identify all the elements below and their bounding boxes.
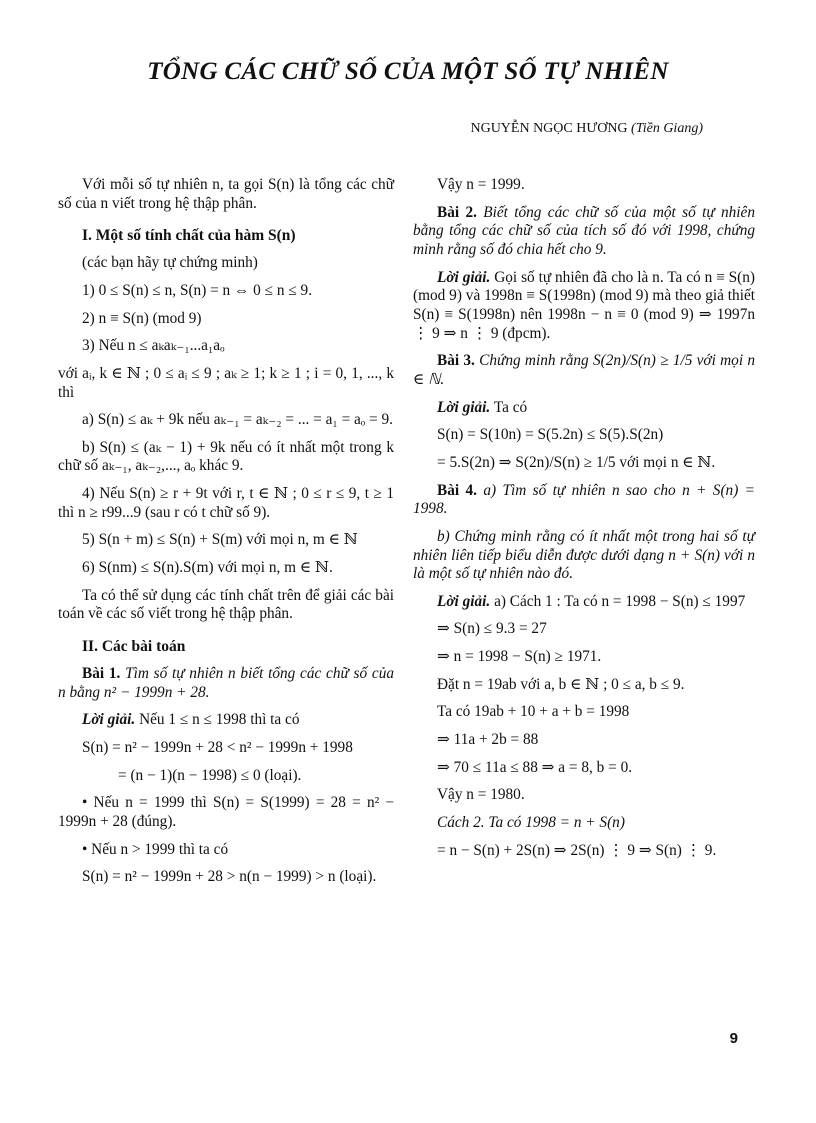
bai1-equation-2: = (n − 1)(n − 1998) ≤ 0 (loại).	[118, 766, 302, 784]
bai4-line-9: Cách 2. Ta có 1998 = n + S(n)	[437, 814, 625, 832]
property-5: 5) S(n + m) ≤ S(n) + S(m) với mọi n, m ∈ ℕ	[82, 531, 358, 549]
bai4-line-6: ⇒ 11a + 2b = 88	[437, 731, 539, 749]
bai4-statement-a	[413, 482, 755, 519]
section1-note: (các bạn hãy tự chứng minh)	[82, 254, 258, 272]
bai1-label: Bài 1.	[82, 664, 121, 682]
summary-paragraph: Ta có thể sử dụng các tính chất trên để giải các bài toán về các số viết trong hệ thập phân.	[58, 586, 394, 623]
bai4-line-5: Ta có 19ab + 10 + a + b = 1998	[437, 703, 630, 721]
bai4-solution-intro	[413, 593, 755, 612]
bai1-solution-text: Nếu 1 ≤ n ≤ 1998 thì ta có	[139, 711, 300, 729]
right-column	[413, 176, 755, 869]
loigiai-label: Lời giải.	[437, 592, 491, 610]
property-6: 6) S(nm) ≤ S(n).S(m) với mọi n, m ∈ ℕ.	[82, 559, 333, 577]
property-3: 3) Nếu n ≤ aₖaₖ₋₁...a₁aₒ	[82, 337, 225, 355]
bai1-case-3: • Nếu n > 1999 thì ta có	[82, 840, 229, 858]
bai4-line-8: Vậy n = 1980.	[437, 786, 525, 804]
bai4-line-7: ⇒ 70 ≤ 11a ≤ 88 ⇒ a = 8, b = 0.	[437, 758, 633, 776]
bai1-solution-intro	[58, 711, 394, 730]
bai3-equation-1: S(n) = S(10n) = S(5.2n) ≤ S(5).S(2n)	[437, 426, 664, 444]
bai2-solution-text: Gọi số tự nhiên đã cho là n. Ta có n ≡ S(n) (mod 9) và 1998n ≡ S(1998n) (mod 9) mà theo giả thiết S(n) ≡ S(1998n) nên 1998n − n ≡ 0 (mod 9) ⇒ 1997n ⋮ 9 ⇒ n ⋮ 9 (đpcm).	[413, 268, 755, 342]
bai1-equation-1: S(n) = n² − 1999n + 28 < n² − 1999n + 1998	[82, 738, 353, 756]
property-3-condition: với aᵢ, k ∈ ℕ ; 0 ≤ aᵢ ≤ 9 ; aₖ ≥ 1; k ≥ 1 ; i = 0, 1, ..., k thì	[58, 364, 394, 401]
bai1-equation-3: S(n) = n² − 1999n + 28 > n(n − 1999) > n (loại).	[82, 868, 377, 886]
article-title: TỔNG CÁC CHỮ SỐ CỦA MỘT SỐ TỰ NHIÊN	[147, 58, 669, 85]
bai3-solution-intro	[413, 399, 755, 418]
author-name: NGUYỄN NGỌC HƯƠNG	[470, 121, 628, 136]
property-3b: b) S(n) ≤ (aₖ − 1) + 9k nếu có ít nhất một trong k chữ số aₖ₋₁, aₖ₋₂,..., aₒ khác 9.	[58, 438, 394, 475]
bai1-text: Tìm số tự nhiên n biết tổng các chữ số của n bằng n² − 1999n + 28.	[58, 664, 394, 701]
bai2-statement	[413, 204, 755, 260]
bai4-line-3: ⇒ n = 1998 − S(n) ≥ 1971.	[437, 648, 602, 666]
property-1: 1) 0 ≤ S(n) ≤ n, S(n) = n ⇔ 0 ≤ n ≤ 9.	[82, 281, 313, 299]
bai2-text: Biết tổng các chữ số của một số tự nhiên bằng tổng các chữ số của tích số đó với 1998, chứng minh rằng số đó chia hết cho 9.	[413, 203, 755, 258]
bai2-solution	[413, 269, 755, 344]
bai4-label: Bài 4.	[437, 481, 477, 499]
bai4-line-10: = n − S(n) + 2S(n) ⇒ 2S(n) ⋮ 9 ⇒ S(n) ⋮ 9.	[437, 841, 717, 859]
bai3-solution-text: Ta có	[493, 398, 528, 416]
bai4-part-a: a) Tìm số tự nhiên n sao cho n + S(n) = 1998.	[413, 481, 755, 518]
loigiai-label: Lời giải.	[437, 398, 491, 416]
bai1-case-2: • Nếu n = 1999 thì S(n) = S(1999) = 28 = n² − 1999n + 28 (đúng).	[58, 794, 394, 830]
bai3-equation-2: = 5.S(2n) ⇒ S(2n)/S(n) ≥ 1/5 với mọi n ∈ ℕ.	[437, 453, 716, 471]
bai3-text: Chứng minh rằng S(2n)/S(n) ≥ 1/5 với mọi n ∈ ℕ.	[413, 352, 756, 388]
property-4: 4) Nếu S(n) ≥ r + 9t với r, t ∈ ℕ ; 0 ≤ r ≤ 9, t ≥ 1 thì n ≥ r99...9 (sau r có t chữ số 9).	[58, 485, 394, 521]
page-number: 9	[729, 1030, 738, 1047]
bai4-line-2: ⇒ S(n) ≤ 9.3 = 27	[437, 620, 547, 638]
section2-heading: II. Các bài toán	[82, 638, 186, 656]
bai2-label: Bài 2.	[437, 203, 477, 221]
author-location: (Tiền Giang)	[631, 121, 703, 136]
bai4-line-4: Đặt n = 19ab với a, b ∈ ℕ ; 0 ≤ a, b ≤ 9.	[437, 675, 685, 693]
bai3-label: Bài 3.	[437, 352, 475, 370]
property-3a: a) S(n) ≤ aₖ + 9k nếu aₖ₋₁ = aₖ₋₂ = ... = a₁ = aₒ = 9.	[82, 411, 393, 429]
bai3-statement	[413, 352, 755, 389]
intro-paragraph: Với mỗi số tự nhiên n, ta gọi S(n) là tổng các chữ số của n viết trong hệ thập phân.	[58, 176, 394, 212]
bai4-solution-text: a) Cách 1 : Ta có n = 1998 − S(n) ≤ 1997	[494, 592, 746, 610]
bai1-statement	[58, 665, 394, 702]
section1-heading: I. Một số tính chất của hàm S(n)	[82, 227, 296, 245]
author-line	[470, 121, 703, 137]
property-2: 2) n ≡ S(n) (mod 9)	[82, 309, 202, 327]
bai4-part-b: b) Chứng minh rằng có ít nhất một trong hai số tự nhiên liên tiếp biểu diễn được dưới dạng n + S(n) với n là một số tự nhiên nào đó.	[413, 527, 755, 583]
bai1-conclusion: Vậy n = 1999.	[437, 176, 525, 193]
loigiai-label: Lời giải.	[82, 711, 136, 729]
left-column	[58, 176, 394, 896]
loigiai-label: Lời giải.	[437, 268, 491, 286]
